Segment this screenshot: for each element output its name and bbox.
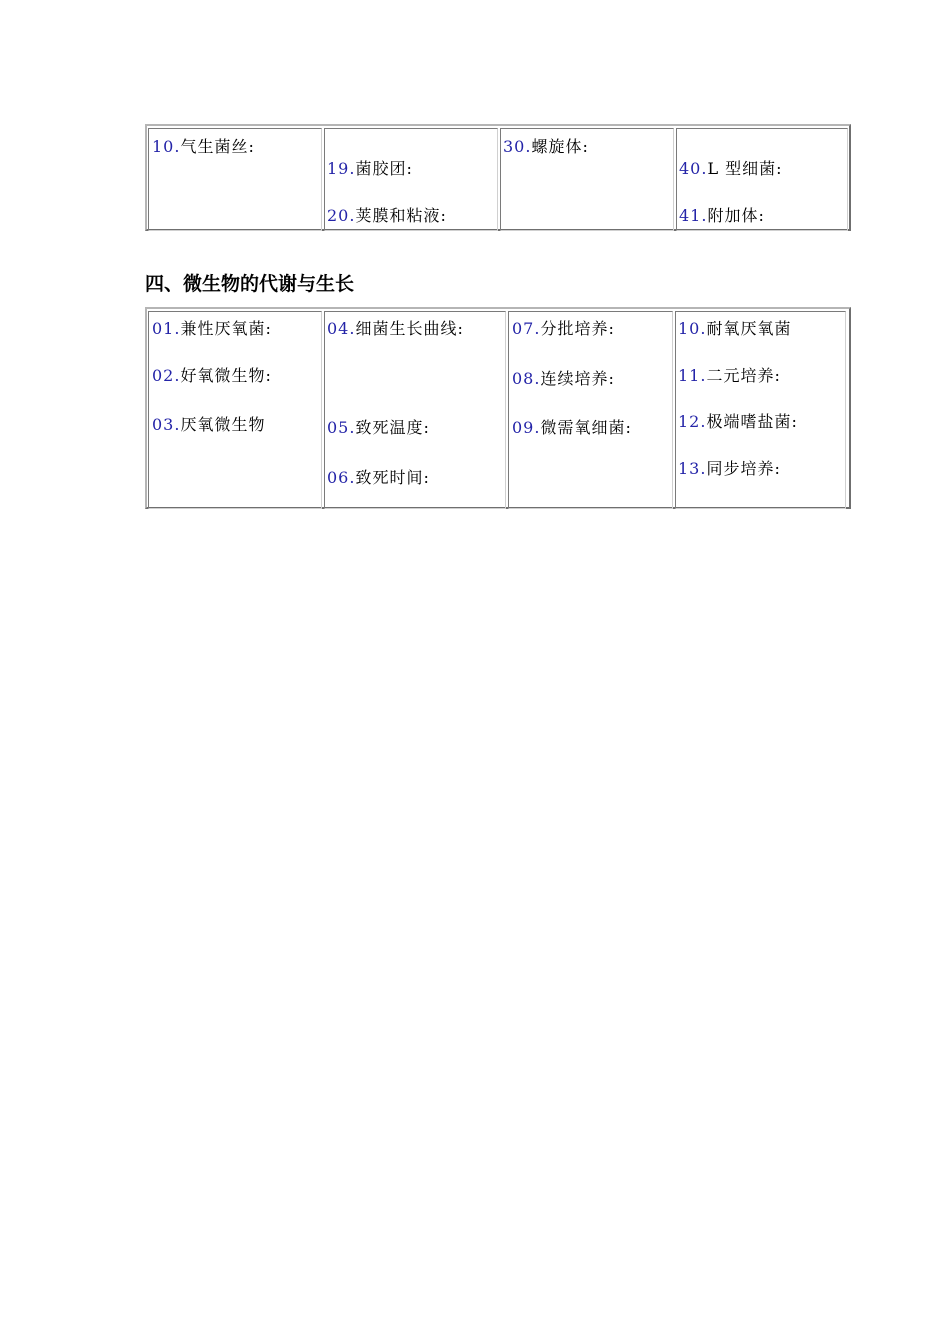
term-text: 致死温度: [355,418,430,437]
term-text: 耐氧厌氧菌 [706,319,792,338]
term-number: 11. [678,366,707,385]
term-number: 07. [512,319,541,338]
term-entry [327,319,464,339]
term-number: 09. [512,418,541,437]
term-number: 10. [678,319,707,338]
term-entry [678,319,791,339]
term-text: 好氧微生物: [180,366,272,385]
term-number: 12. [678,412,707,431]
term-text: 连续培养: [540,369,615,388]
table-cell [148,128,322,231]
term-entry [512,369,615,389]
term-number: 03. [152,415,181,434]
term-entry [679,159,783,179]
term-number: 02. [152,366,181,385]
term-text: 极端嗜盐菌: [706,412,798,431]
term-text: 菌胶团: [355,159,413,178]
term-entry [503,137,589,157]
term-text: L 型细菌: [707,159,783,178]
term-text: 荚膜和粘液: [355,206,447,225]
term-text: 气生菌丝: [180,137,255,156]
term-entry [327,206,447,226]
term-entry [678,366,781,386]
table-cell [675,311,846,509]
term-entry [327,159,413,179]
term-number: 41. [679,206,708,225]
term-entry [327,468,430,488]
term-number: 40. [679,159,708,178]
term-text: 致死时间: [355,468,430,487]
term-entry [152,366,272,386]
term-text: 分批培养: [540,319,615,338]
term-number: 30. [503,137,532,156]
term-text: 厌氧微生物 [180,415,266,434]
term-number: 13. [678,459,707,478]
term-text: 附加体: [707,206,765,225]
term-text: 同步培养: [706,459,781,478]
term-number: 08. [512,369,541,388]
term-text: 螺旋体: [531,137,589,156]
table-cell [500,128,674,231]
term-number: 05. [327,418,356,437]
term-entry [678,459,781,479]
term-number: 19. [327,159,356,178]
term-entry [327,418,430,438]
term-text: 微需氧细菌: [540,418,632,437]
table-cell [676,128,848,231]
table-cell [324,128,498,231]
term-number: 06. [327,468,356,487]
table-cell [508,311,673,509]
term-number: 04. [327,319,356,338]
term-number: 10. [152,137,181,156]
table-cell [324,311,506,509]
term-text: 二元培养: [706,366,781,385]
term-text: 细菌生长曲线: [355,319,464,338]
term-entry [678,412,798,432]
term-entry [152,137,255,157]
table-cell [148,311,322,509]
glossary-table-1 [145,124,851,231]
term-number: 20. [327,206,356,225]
term-entry [679,206,765,226]
glossary-table-2 [145,307,851,509]
term-entry [152,415,265,435]
term-entry [152,319,272,339]
term-entry [512,319,615,339]
term-entry [512,418,632,438]
term-text: 兼性厌氧菌: [180,319,272,338]
term-number: 01. [152,319,181,338]
section-heading: 四、微生物的代谢与生长 [145,273,355,295]
